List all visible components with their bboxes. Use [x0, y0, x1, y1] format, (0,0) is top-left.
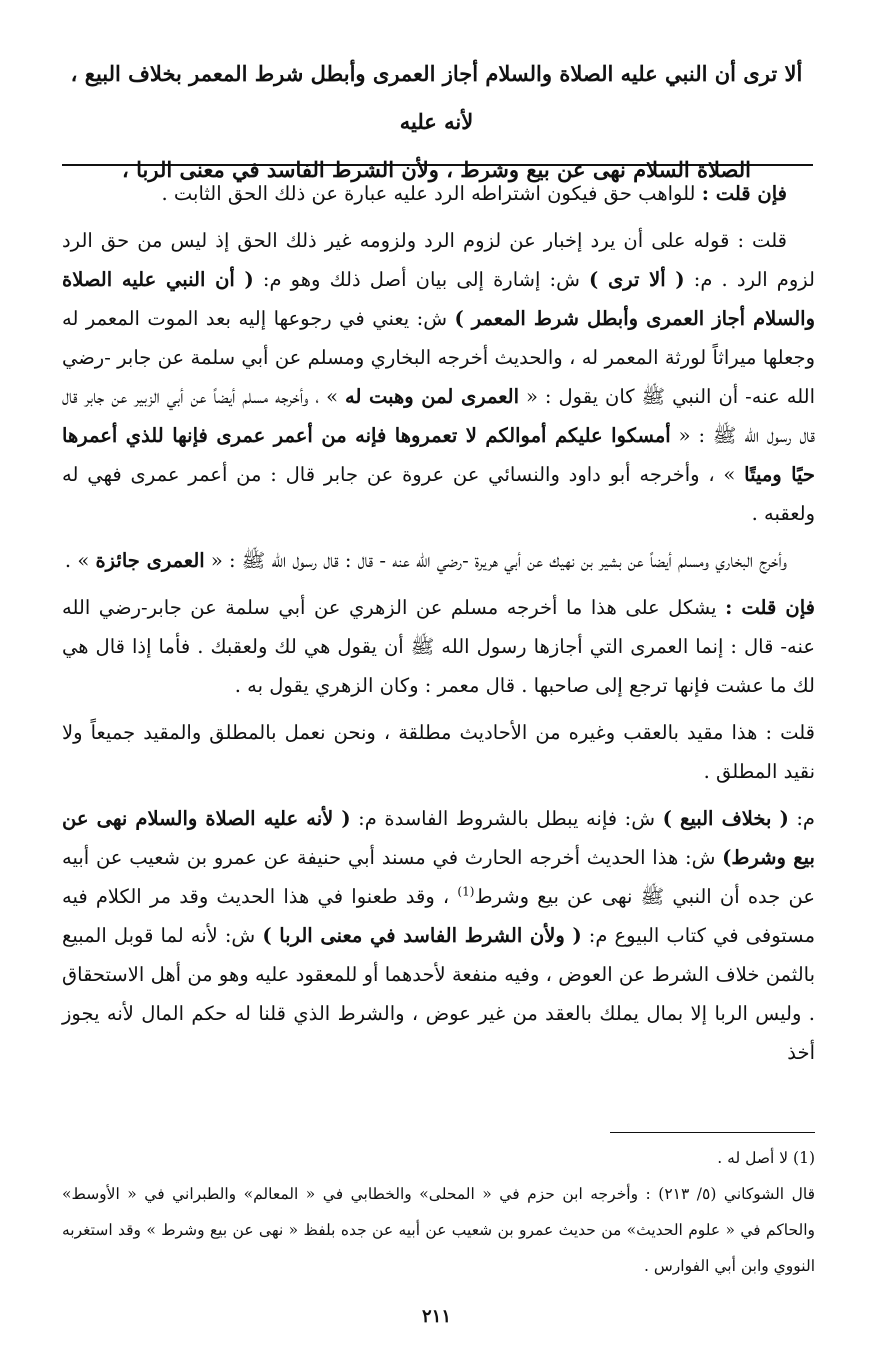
paragraph-2-text-2: ش: إشارة إلى بيان أصل ذلك وهو م:: [253, 268, 590, 291]
paragraph-6-text-2: ش: فإنه يبطل بالشروط الفاسدة م:: [350, 807, 663, 830]
paragraph-2-bold-1: ( ألا ترى ): [589, 268, 685, 291]
paragraph-6-text-3: ش: هذا الحديث أخرجه الحارث في مسند أبي حنيفة عن عمرو بن شعيب عن أبيه عن جده أن النبي ﷺ نهى عن بيع وشرط: [62, 846, 816, 908]
paragraph-2-text-5: » ، وأخرجه أبو داود والنسائي عن عروة عن جابر قال : من أعمر عمرى فهي له ولعقبه .: [62, 463, 815, 525]
footnote-marker: (1): [457, 884, 475, 899]
page-number: ٢١١: [421, 1306, 451, 1327]
matn-line-2: الصلاة السلام نهى عن بيع وشرط ، ولأن الشرط الفاسد في معنى الربا ،: [122, 157, 751, 182]
footnote-2: قال الشوكاني (٥/ ٢١٣) : وأخرجه ابن حزم في « المحلى» والخطابي في « المعالم» والطبراني في « الأوسط» والحاكم في « علوم الحديث» من حديث عمرو بن شعيب عن أبيه عن جده بلفظ « نهى عن بيع وشرط » وقد استغربه النووي وابن أبي الفوارس .: [62, 1185, 815, 1275]
paragraph-2-bold-2: ( أن النبي عليه الصلاة والسلام أجاز العمرى وأبطل شرط المعمر ): [62, 268, 815, 330]
paragraph-1-text: للواهب حق فيكون اشتراطه الرد عليه عبارة عن ذلك الحق الثابت .: [161, 182, 702, 205]
paragraph-4-lead: فإن قلت :: [725, 596, 815, 619]
paragraph-3: [62, 541, 815, 580]
paragraph-6: [62, 799, 815, 1072]
paragraph-5-text: قلت : هذا مقيد بالعقب وغيره من الأحاديث مطلقة ، ونحن نعمل بالمطلق والمقيد جميعاً ولا نقيد المطلق .: [62, 721, 815, 783]
footnote-divider: [610, 1132, 815, 1133]
paragraph-6-bold-2: ( لأنه عليه الصلاة والسلام نهى عن بيع وشرط): [62, 807, 815, 869]
header-divider: [62, 164, 813, 166]
paragraph-2-bold-3: العمرى لمن وهبت له: [345, 385, 520, 408]
paragraph-1: [62, 174, 815, 213]
paragraph-2-text-4: » ، وأخرجه مسلم أيضاً عن أبي الزبير عن جابر قال قال رسول الله ﷺ : «: [62, 385, 815, 447]
paragraph-3-text-2: » .: [64, 549, 96, 572]
paragraph-2-bold-4: أمسكوا عليكم أموالكم لا تعمروها فإنه من أعمر عمرى فإنها للذي أعمرها حيًا وميتًا: [62, 424, 815, 486]
matn-line-1: ألا ترى أن النبي عليه الصلاة والسلام أجاز العمرى وأبطل شرط المعمر بخلاف البيع ، لأنه عليه: [70, 61, 803, 134]
paragraph-6-text-5: ش: لأنه لما قوبل المبيع بالثمن خلاف الشرط عن العوض ، وفيه منفعة لأحدهما أو للمعقود عليه وهو من أهل الاستحقاق . وليس الربا إلا بمال يملك بالعقد من غير عوض ، والشرط الذي قلنا له حكم المال لأنه يجوز أخذ: [62, 924, 815, 1064]
paragraph-3-bold-1: العمرى جائزة: [95, 549, 205, 572]
paragraph-4: [62, 588, 815, 705]
paragraph-6-bold-1: ( بخلاف البيع ): [662, 807, 789, 830]
paragraph-1-lead: فإن قلت :: [701, 182, 787, 205]
paragraph-2-text-3: ش: يعني في رجوعها إليه بعد الموت المعمر له وجعلها ميراثاً لورثة المعمر له ، والحديث أخرجه البخاري ومسلم عن أبي سلمة عن جابر -رضي الله عنه- أن النبي ﷺ كان يقول : «: [62, 307, 816, 408]
paragraph-2: [62, 221, 815, 533]
paragraph-6-bold-3: ( ولأن الشرط الفاسد في معنى الربا ): [262, 924, 582, 947]
commentary-body: [62, 174, 815, 1080]
paragraph-2-text-1: قلت : قوله على أن يرد إخبار عن لزوم الرد ولزومه غير ذلك الحق إذ ليس من حق الرد لزوم الرد . م:: [62, 229, 815, 291]
paragraph-3-text-1: وأخرج البخاري ومسلم أيضاً عن بشير بن نهيك عن أبي هريرة -رضي الله عنه - قال : قال رسول الله ﷺ : «: [204, 549, 787, 572]
paragraph-4-text: يشكل على هذا ما أخرجه مسلم عن الزهري عن أبي سلمة عن جابر-رضي الله عنه- قال : إنما العمرى التي أجازها رسول الله ﷺ أن يقول هي لك ولعقبك . فأما إذا قال هي لك ما عشت فإنها ترجع إلى صاحبها . قال معمر : وكان الزهري يقول به .: [62, 596, 815, 697]
matn-header: [55, 50, 818, 194]
footnote-1: (1) لا أصل له .: [717, 1149, 815, 1167]
footnotes: [62, 1140, 815, 1284]
paragraph-6-text-1: م:: [788, 807, 816, 830]
paragraph-5: [62, 713, 815, 791]
paragraph-6-text-4: ، وقد طعنوا في هذا الحديث وقد مر الكلام فيه مستوفى في كتاب البيوع م:: [62, 885, 816, 947]
